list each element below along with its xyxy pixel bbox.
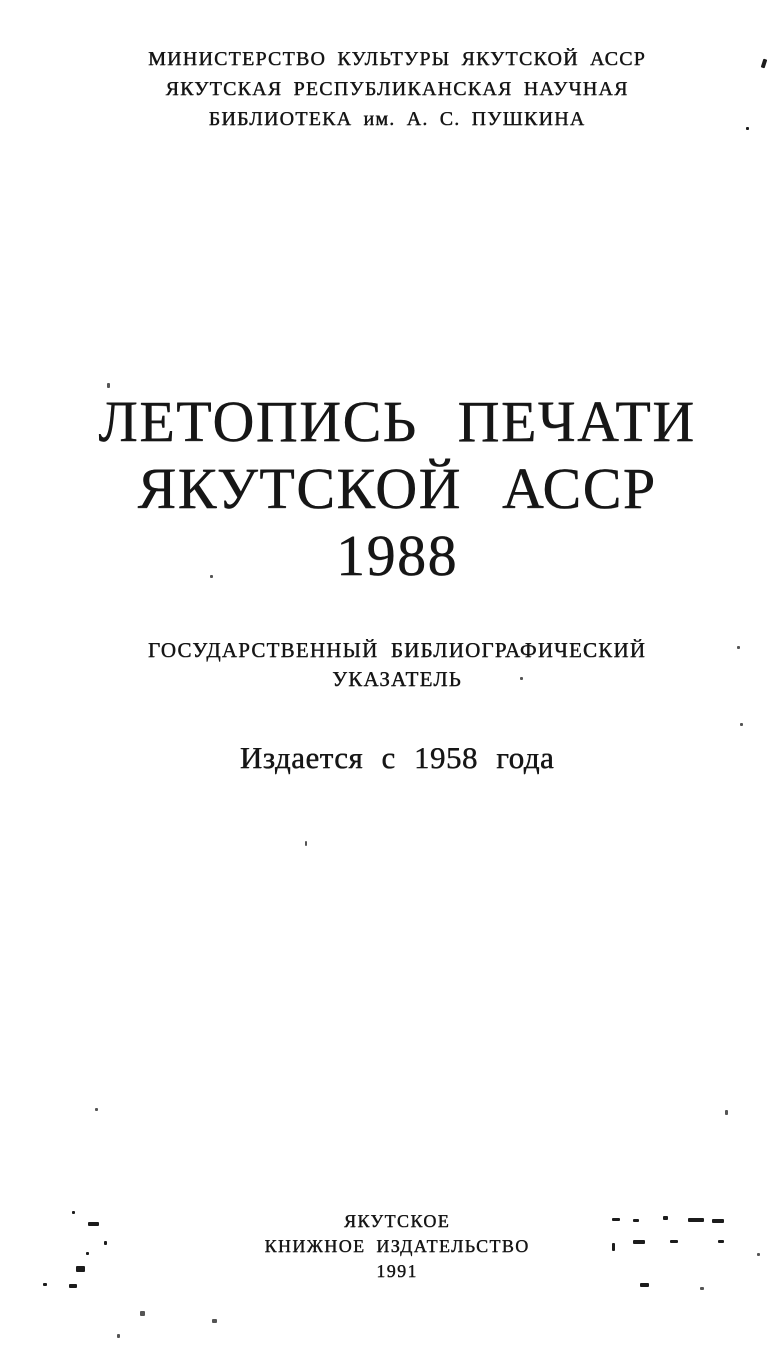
edition-note: Издается с 1958 года — [239, 740, 555, 775]
subtitle — [0, 636, 780, 694]
subtitle-line-1: ГОСУДАРСТВЕННЫЙ БИБЛИОГРАФИЧЕСКИЙ — [147, 638, 647, 662]
library-line-1: ЯКУТСКАЯ РЕСПУБЛИКАНСКАЯ НАУЧНАЯ — [165, 78, 629, 100]
title-year: 1988 — [336, 523, 458, 588]
imprint-publisher: КНИЖНОЕ ИЗДАТЕЛЬСТВО — [264, 1236, 530, 1256]
imprint-city: ЯКУТСКОЕ — [343, 1211, 451, 1231]
imprint-year: 1991 — [376, 1261, 418, 1281]
ministry-line: МИНИСТЕРСТВО КУЛЬТУРЫ ЯКУТСКОЙ АССР — [148, 48, 646, 70]
book-title — [0, 388, 780, 589]
library-line-2: БИБЛИОТЕКА им. А. С. ПУШКИНА — [208, 108, 586, 130]
title-line-1: ЛЕТОПИСЬ ПЕЧАТИ — [98, 389, 696, 454]
publisher-header — [0, 44, 780, 134]
imprint — [0, 1209, 780, 1284]
subtitle-line-2: УКАЗАТЕЛЬ — [332, 667, 462, 691]
title-line-2: ЯКУТСКОЙ АССР — [137, 456, 657, 521]
